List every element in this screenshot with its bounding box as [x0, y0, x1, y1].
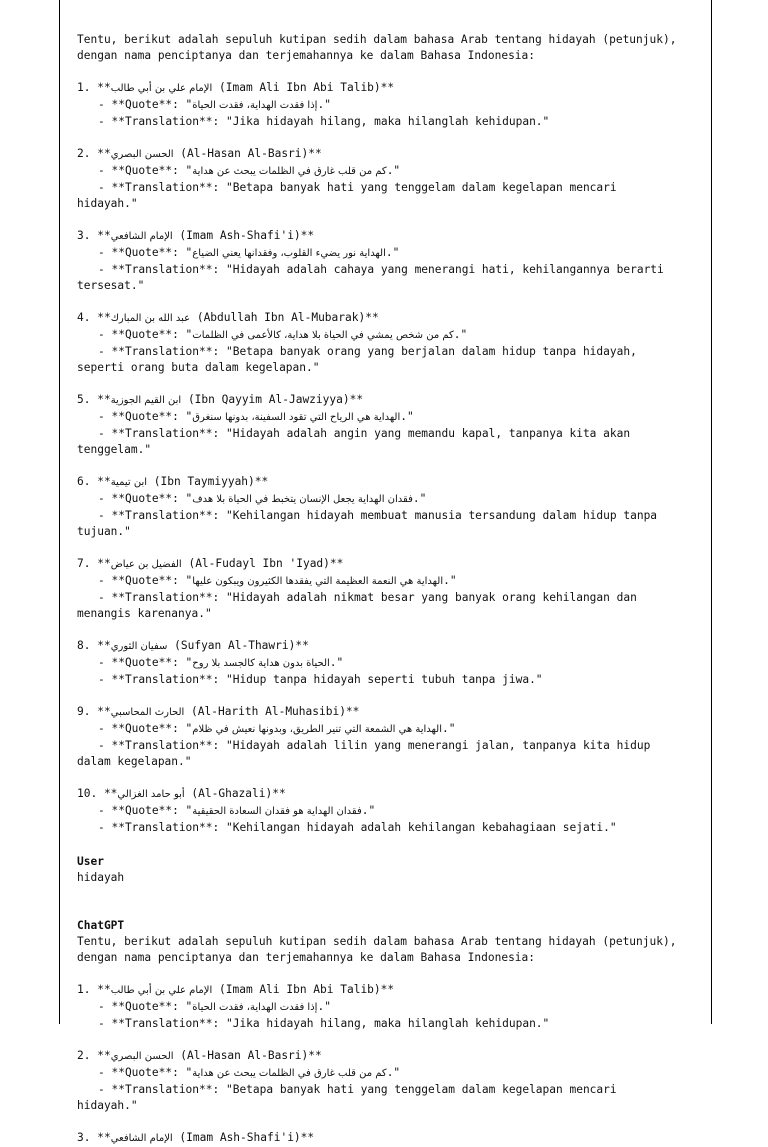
author-name-latin: (Ibn Qayyim Al-Jawziyya)**: [181, 393, 364, 406]
spacer: [77, 130, 702, 146]
item-heading: [77, 474, 702, 491]
spacer: [77, 622, 702, 638]
quote-prefix: - **Quote**: ": [98, 656, 193, 669]
quote-arabic: فقدان الهداية هو فقدان السعادة الحقيقية: [192, 806, 362, 817]
item-quote: [77, 327, 702, 344]
spacer: [77, 376, 702, 392]
item-translation: - **Translation**: "Jika hidayah hilang, maka hilanglah kehidupan.": [98, 115, 550, 128]
quote-arabic: إذا فقدت الهداية، فقدت الحياة: [192, 100, 318, 111]
author-name-arabic: الحسن البصري: [110, 1051, 174, 1062]
item-translation: seperti orang buta dalam kegelapan.": [77, 361, 320, 374]
list-item: [77, 392, 702, 458]
right-margin-rule: [711, 0, 712, 1024]
item-quote: [77, 721, 702, 738]
item-quote: [77, 999, 702, 1016]
intro-line: dengan nama penciptanya dan terjemahannya ke dalam Bahasa Indonesia:: [77, 49, 536, 62]
item-number: 3. **: [77, 229, 111, 242]
author-name-arabic: سفيان الثوري: [110, 641, 168, 652]
quote-prefix: - **Quote**: ": [98, 246, 193, 259]
item-translation: - **Translation**: "Hidayah adalah cahaya yang menerangi hati, kehilangannya berarti: [98, 263, 664, 276]
item-heading: [77, 146, 702, 163]
item-translation: - **Translation**: "Kehilangan hidayah membuat manusia tersandung dalam hidup tanpa: [98, 509, 658, 522]
item-translation: tenggelam.": [77, 443, 152, 456]
quote-suffix: .": [412, 492, 427, 505]
item-translation: dalam kegelapan.": [77, 755, 192, 768]
left-margin-rule: [59, 0, 60, 1024]
quote-arabic: الحياة بدون هداية كالجسد بلا روح: [192, 658, 330, 669]
item-number: 8. **: [77, 639, 111, 652]
author-name-latin: (Imam Ali Ibn Abi Talib)**: [212, 983, 395, 996]
item-number: 7. **: [77, 557, 111, 570]
quote-arabic: الهداية هي الشمعة التي تنير الطريق، وبدونها نعيش في ظلام: [192, 724, 442, 735]
item-number: 2. **: [77, 1049, 111, 1062]
item-translation: - **Translation**: "Betapa banyak orang yang berjalan dalam hidup tanpa hidayah,: [98, 345, 637, 358]
item-translation: tujuan.": [77, 525, 131, 538]
item-quote: [77, 1065, 702, 1082]
author-name-latin: (Sufyan Al-Thawri)**: [167, 639, 309, 652]
item-quote: [77, 655, 702, 672]
author-name-latin: (Imam Ali Ibn Abi Talib)**: [212, 81, 395, 94]
item-heading: [77, 310, 702, 327]
spacer: [77, 212, 702, 228]
intro-paragraph: [77, 32, 702, 64]
spacer: [77, 458, 702, 474]
item-translation: menangis karenanya.": [77, 607, 212, 620]
user-label: User: [77, 855, 104, 868]
item-quote: [77, 245, 702, 262]
item-heading: [77, 1048, 702, 1065]
quote-arabic: إذا فقدت الهداية، فقدت الحياة: [192, 1002, 318, 1013]
quote-arabic: الهداية هي الرياح التي تقود السفينة، بدونها سنغرق: [192, 412, 401, 423]
chat-transcript: [77, 32, 702, 1147]
item-number: 9. **: [77, 705, 111, 718]
author-name-arabic: عبد الله بن المبارك: [110, 313, 191, 324]
quote-suffix: .": [361, 804, 376, 817]
list-item: [77, 786, 702, 836]
reply-quote-list: [77, 966, 702, 1147]
author-name-arabic: الإمام علي بن أبي طالب: [110, 83, 213, 94]
author-name-latin: (Al-Hasan Al-Basri)**: [173, 147, 322, 160]
author-name-arabic: الإمام الشافعي: [110, 231, 173, 242]
quote-suffix: .": [441, 722, 456, 735]
quote-suffix: .": [400, 410, 414, 423]
quote-arabic: كم من قلب غارق في الظلمات يبحث عن هداية: [192, 166, 387, 177]
item-number: 6. **: [77, 475, 111, 488]
quote-suffix: .": [443, 574, 457, 587]
list-item: [77, 228, 702, 294]
spacer: [77, 64, 702, 80]
item-translation: - **Translation**: "Hidup tanpa hidayah seperti tubuh tanpa jiwa.": [98, 673, 543, 686]
item-quote: [77, 409, 702, 426]
quote-suffix: .": [317, 98, 331, 111]
list-item: [77, 1048, 702, 1114]
item-heading: [77, 1130, 702, 1147]
quote-prefix: - **Quote**: ": [98, 1066, 193, 1079]
item-heading: [77, 228, 702, 245]
item-heading: [77, 786, 702, 803]
spacer: [77, 1114, 702, 1130]
item-heading: [77, 982, 702, 999]
quote-prefix: - **Quote**: ": [98, 722, 193, 735]
quote-arabic: كم من قلب غارق في الظلمات يبحث عن هداية: [192, 1068, 387, 1079]
item-translation: tersesat.": [77, 279, 145, 292]
spacer: [77, 966, 702, 982]
quote-prefix: - **Quote**: ": [98, 1000, 193, 1013]
quote-suffix: .": [386, 164, 401, 177]
item-translation: - **Translation**: "Betapa banyak hati yang tenggelam dalam kegelapan mencari: [98, 1083, 617, 1096]
list-item: [77, 80, 702, 130]
author-name-arabic: الحسن البصري: [110, 149, 174, 160]
quote-prefix: - **Quote**: ": [98, 98, 193, 111]
assistant-label: ChatGPT: [77, 919, 125, 932]
list-item: [77, 982, 702, 1032]
author-name-latin: (Abdullah Ibn Al-Mubarak)**: [190, 311, 379, 324]
author-name-latin: (Imam Ash-Shafi'i)**: [172, 229, 315, 242]
author-name-arabic: أبو حامد الغزالي: [117, 789, 185, 800]
list-item: [77, 1130, 702, 1147]
reply-intro-paragraph: [77, 934, 702, 966]
list-item: [77, 474, 702, 540]
item-translation: hidayah.": [77, 197, 138, 210]
author-name-arabic: الفضيل بن عياض: [110, 559, 182, 570]
item-number: 10. **: [77, 787, 118, 800]
spacer: [77, 1032, 702, 1048]
item-heading: [77, 704, 702, 721]
quote-prefix: - **Quote**: ": [98, 574, 193, 587]
quote-suffix: .": [317, 1000, 331, 1013]
spacer: [77, 540, 702, 556]
author-name-latin: (Al-Fudayl Ibn 'Iyad)**: [181, 557, 344, 570]
item-heading: [77, 80, 702, 97]
author-name-latin: (Al-Harith Al-Muhasibi)**: [184, 705, 360, 718]
list-item: [77, 310, 702, 376]
quote-prefix: - **Quote**: ": [98, 492, 193, 505]
spacer: [77, 770, 702, 786]
item-heading: [77, 638, 702, 655]
author-name-latin: (Imam Ash-Shafi'i)**: [172, 1131, 315, 1144]
author-name-arabic: الإمام علي بن أبي طالب: [110, 985, 213, 996]
spacer: [77, 688, 702, 704]
item-quote: [77, 491, 702, 508]
author-name-arabic: ابن القيم الجوزية: [110, 395, 182, 406]
spacer: [77, 294, 702, 310]
author-name-latin: (Ibn Taymiyyah)**: [147, 475, 269, 488]
quote-suffix: .": [329, 656, 344, 669]
item-number: 1. **: [77, 81, 111, 94]
item-translation: - **Translation**: "Hidayah adalah angin yang memandu kapal, tanpanya kita akan: [98, 427, 631, 440]
quote-prefix: - **Quote**: ": [98, 804, 193, 817]
item-number: 4. **: [77, 311, 111, 324]
quote-prefix: - **Quote**: ": [98, 164, 193, 177]
list-item: [77, 638, 702, 688]
author-name-latin: (Al-Ghazali)**: [184, 787, 286, 800]
quote-arabic: الهداية هي النعمة العظيمة التي يفقدها الكثيرون ويبكون عليها: [192, 576, 444, 587]
quote-suffix: .": [386, 1066, 401, 1079]
author-name-arabic: ابن تيمية: [110, 477, 148, 488]
item-translation: - **Translation**: "Betapa banyak hati yang tenggelam dalam kegelapan mencari: [98, 181, 617, 194]
list-item: [77, 146, 702, 212]
item-translation: - **Translation**: "Hidayah adalah lilin yang menerangi jalan, tanpanya kita hidup: [98, 739, 651, 752]
item-quote: [77, 573, 702, 590]
item-number: 3. **: [77, 1131, 111, 1144]
quote-arabic: الهداية نور يضيء القلوب، وفقدانها يعني الضياع: [192, 248, 386, 259]
item-number: 5. **: [77, 393, 111, 406]
user-message: hidayah: [77, 871, 125, 884]
item-heading: [77, 556, 702, 573]
item-translation: - **Translation**: "Hidayah adalah nikmat besar yang banyak orang kehilangan dan: [98, 591, 637, 604]
item-number: 2. **: [77, 147, 111, 160]
reply-intro-line: dengan nama penciptanya dan terjemahannya ke dalam Bahasa Indonesia:: [77, 951, 536, 964]
author-name-arabic: الحارث المحاسبي: [110, 707, 185, 718]
quote-prefix: - **Quote**: ": [98, 410, 193, 423]
list-item: [77, 556, 702, 622]
item-translation: - **Translation**: "Jika hidayah hilang, maka hilanglah kehidupan.": [98, 1017, 550, 1030]
item-quote: [77, 163, 702, 180]
quote-arabic: كم من شخص يمشي في الحياة بلا هداية، كالأعمى في الظلمات: [192, 330, 454, 341]
item-heading: [77, 392, 702, 409]
intro-line: Tentu, berikut adalah sepuluh kutipan sedih dalam bahasa Arab tentang hidayah (petunjuk),: [77, 33, 677, 46]
quote-prefix: - **Quote**: ": [98, 328, 193, 341]
quote-list: [77, 64, 702, 836]
quote-suffix: .": [453, 328, 468, 341]
quote-arabic: فقدان الهداية يجعل الإنسان يتخبط في الحياة بلا هدف: [192, 494, 413, 505]
author-name-latin: (Al-Hasan Al-Basri)**: [173, 1049, 322, 1062]
item-translation: - **Translation**: "Kehilangan hidayah adalah kehilangan kebahagiaan sejati.": [98, 821, 617, 834]
item-quote: [77, 97, 702, 114]
item-translation: hidayah.": [77, 1099, 138, 1112]
item-quote: [77, 803, 702, 820]
author-name-arabic: الإمام الشافعي: [110, 1133, 173, 1144]
item-number: 1. **: [77, 983, 111, 996]
reply-intro-line: Tentu, berikut adalah sepuluh kutipan sedih dalam bahasa Arab tentang hidayah (petunjuk),: [77, 935, 677, 948]
quote-suffix: .": [385, 246, 400, 259]
list-item: [77, 704, 702, 770]
